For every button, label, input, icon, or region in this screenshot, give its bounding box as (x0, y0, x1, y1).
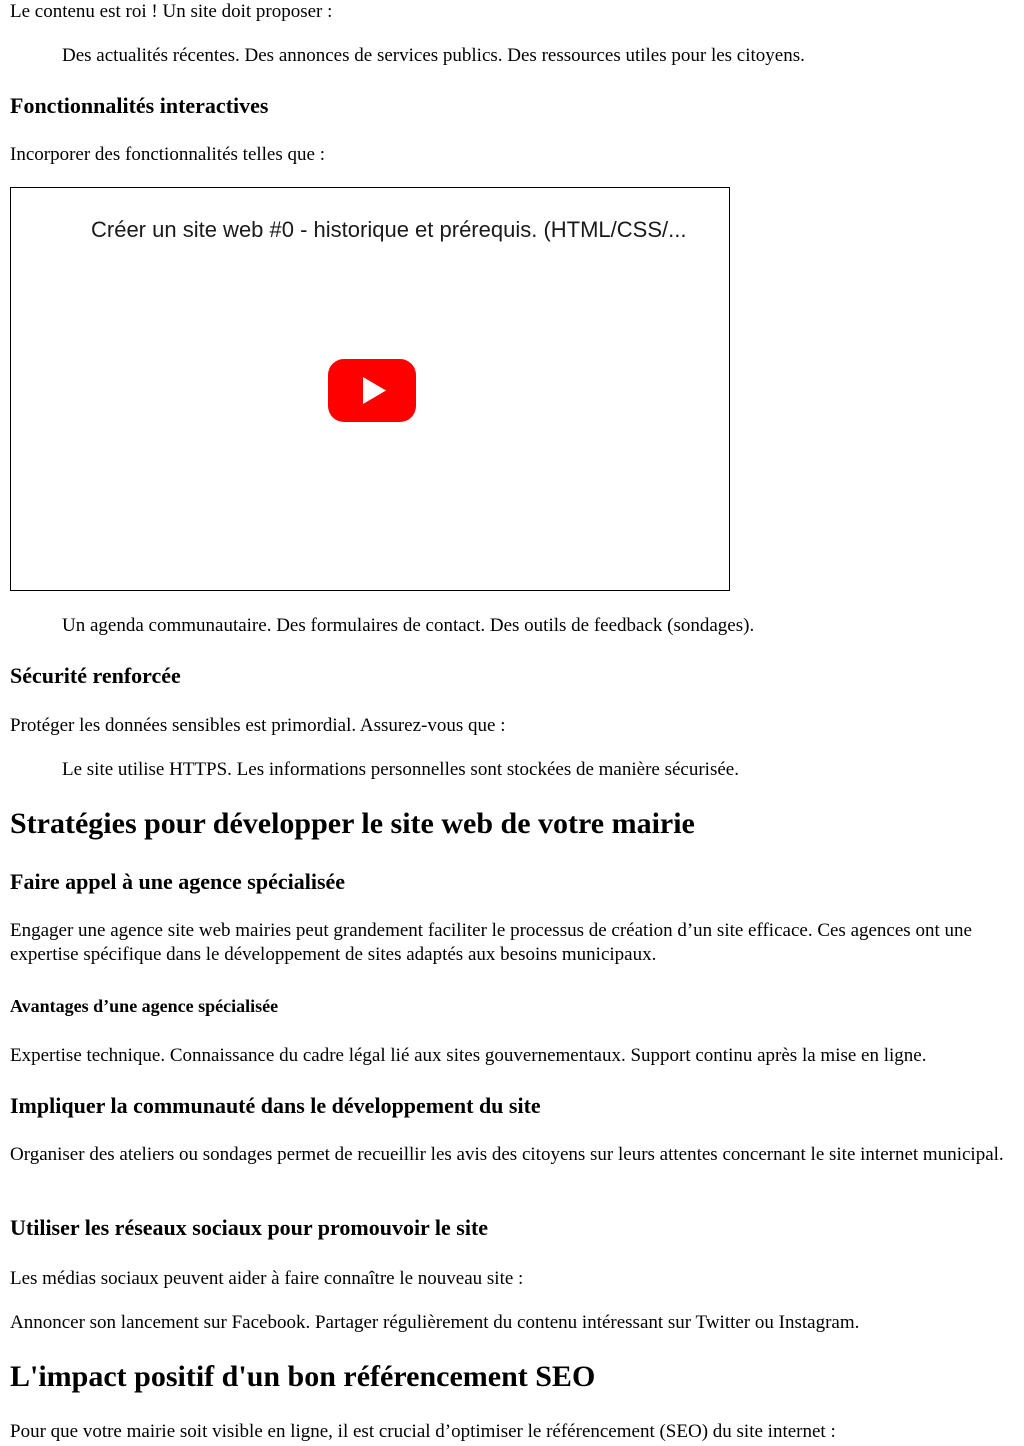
security-list: Le site utilise HTTPS. Les informations personnelles sont stockées de manière sécurisée. (62, 759, 739, 780)
agency-heading: Faire appel à une agence spécialisée (10, 869, 346, 894)
agency-text: Engager une agence site web mairies peut grandement faciliter le processus de création d’un site efficace. Ces agences ont une expertise spécifique dans le développement de sites adaptés aux besoins municipaux. (10, 920, 972, 965)
social-intro: Les médias sociaux peuvent aider à faire connaître le nouveau site : (10, 1268, 524, 1289)
security-intro: Protéger les données sensibles est primordial. Assurez-vous que : (10, 715, 506, 736)
security-heading: Sécurité renforcée (10, 663, 181, 688)
social-heading: Utiliser les réseaux sociaux pour promouvoir le site (10, 1215, 489, 1240)
advantages-heading: Avantages d’une agence spécialisée (10, 996, 279, 1016)
community-text: Organiser des ateliers ou sondages permet de recueillir les avis des citoyens sur leurs attentes concernant le site internet municipal. (10, 1144, 1004, 1165)
interactive-intro: Incorporer des fonctionnalités telles que : (10, 144, 325, 165)
social-text: Annoncer son lancement sur Facebook. Partager régulièrement du contenu intéressant sur Twitter ou Instagram. (10, 1312, 860, 1333)
interactive-list: Un agenda communautaire. Des formulaires de contact. Des outils de feedback (sondages). (62, 615, 755, 636)
content-list: Des actualités récentes. Des annonces de services publics. Des ressources utiles pour les citoyens. (62, 45, 805, 66)
community-heading: Impliquer la communauté dans le développement du site (10, 1093, 541, 1118)
seo-intro: Pour que votre mairie soit visible en ligne, il est crucial d’optimiser le référencement (SEO) du site internet : (10, 1421, 836, 1442)
interactive-heading: Fonctionnalités interactives (10, 93, 269, 118)
content-intro: Le contenu est roi ! Un site doit proposer : (10, 1, 333, 22)
youtube-play-icon[interactable] (328, 359, 416, 422)
video-embed[interactable] (10, 187, 730, 591)
advantages-text: Expertise technique. Connaissance du cadre légal lié aux sites gouvernementaux. Support continu après la mise en ligne. (10, 1045, 927, 1066)
video-title[interactable]: Créer un site web #0 - historique et prérequis. (HTML/CSS/... (91, 217, 687, 242)
seo-heading: L'impact positif d'un bon référencement SEO (10, 1360, 596, 1393)
strategies-heading: Stratégies pour développer le site web de votre mairie (10, 807, 695, 840)
